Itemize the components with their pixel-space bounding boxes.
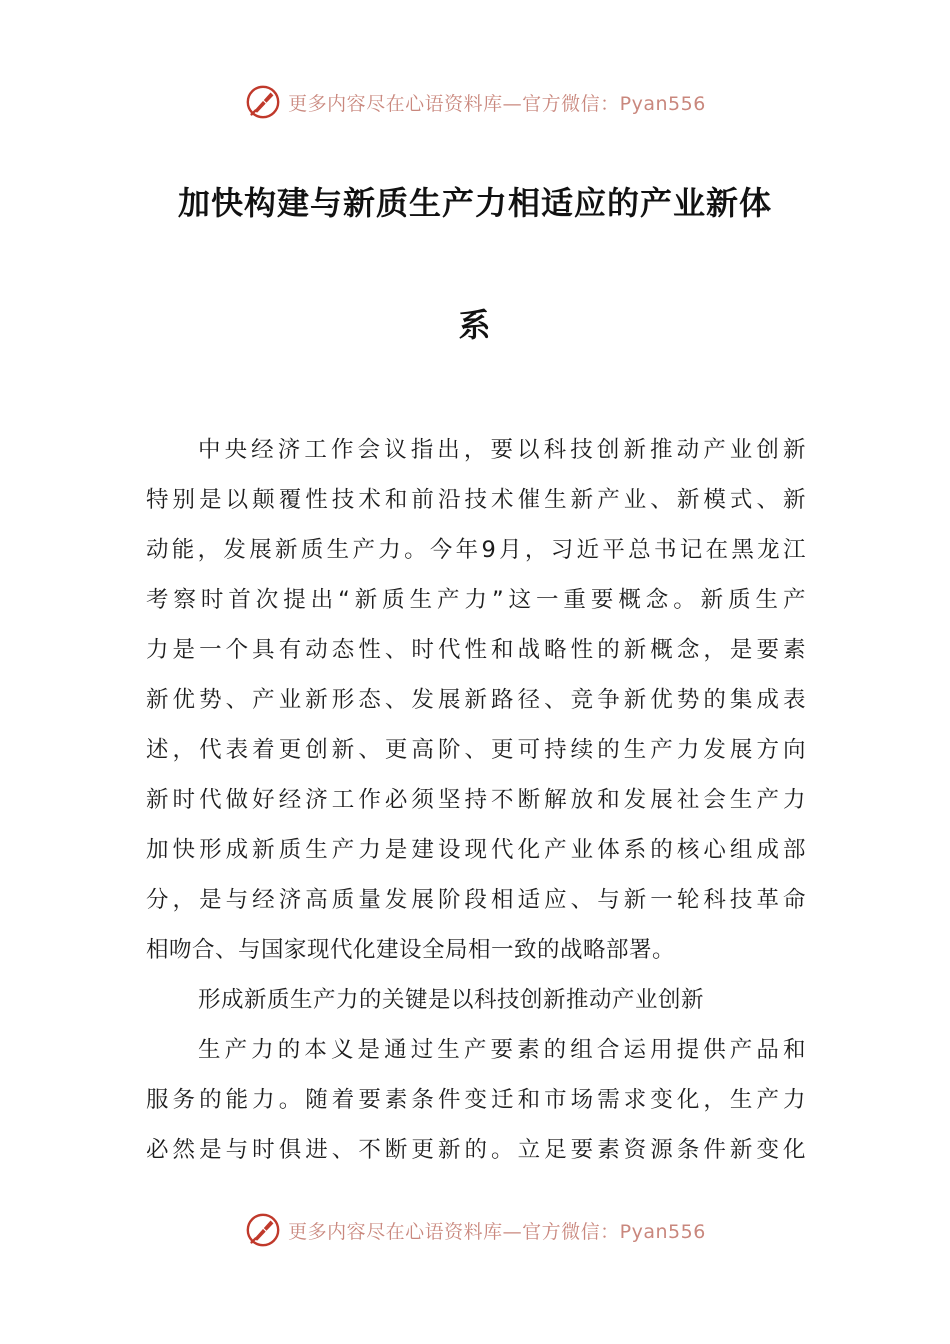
quill-logo-icon [244, 83, 282, 121]
watermark-wechat-id: Pyan556 [619, 1220, 706, 1243]
document-title-line-2: 系 [458, 306, 492, 344]
section-subheading: 形成新质生产力的关键是以科技创新推动产业创新 [198, 987, 705, 1013]
body-line: 考察时首次提出“新质生产力”这一重要概念。新质生产 [146, 587, 806, 613]
quill-logo-icon [244, 1211, 282, 1249]
body-line: 特别是以颠覆性技术和前沿技术催生新产业、新模式、新 [146, 487, 806, 513]
body-line: 动能，发展新质生产力。今年9月，习近平总书记在黑龙江 [146, 537, 806, 563]
body-line: 新时代做好经济工作必须坚持不断解放和发展社会生产力 [146, 787, 806, 813]
watermark-text: 更多内容尽在心语资料库—官方微信：Pyan556 [288, 1220, 706, 1243]
footer-watermark [0, 1208, 950, 1252]
body-line: 生产力的本义是通过生产要素的组合运用提供产品和 [198, 1037, 806, 1063]
body-line: 相吻合、与国家现代化建设全局相一致的战略部署。 [146, 937, 676, 963]
watermark-text: 更多内容尽在心语资料库—官方微信：Pyan556 [288, 92, 706, 115]
body-line: 新优势、产业新形态、发展新路径、竞争新优势的集成表 [146, 687, 806, 713]
body-line: 中央经济工作会议指出，要以科技创新推动产业创新 [198, 437, 806, 463]
body-line: 述，代表着更创新、更高阶、更可持续的生产力发展方向 [146, 737, 806, 763]
body-line: 加快形成新质生产力是建设现代化产业体系的核心组成部 [146, 837, 806, 863]
body-line: 分，是与经济高质量发展阶段相适应、与新一轮科技革命 [146, 887, 806, 913]
body-line: 力是一个具有动态性、时代性和战略性的新概念，是要素 [146, 637, 806, 663]
document-title-line-1: 加快构建与新质生产力相适应的产业新体 [177, 184, 772, 222]
body-line: 必然是与时俱进、不断更新的。立足要素资源条件新变化 [146, 1137, 806, 1163]
watermark-wechat-id: Pyan556 [619, 92, 706, 115]
header-watermark [0, 80, 950, 124]
document-body [146, 430, 806, 1180]
body-line: 服务的能力。随着要素条件变迁和市场需求变化，生产力 [146, 1087, 806, 1113]
